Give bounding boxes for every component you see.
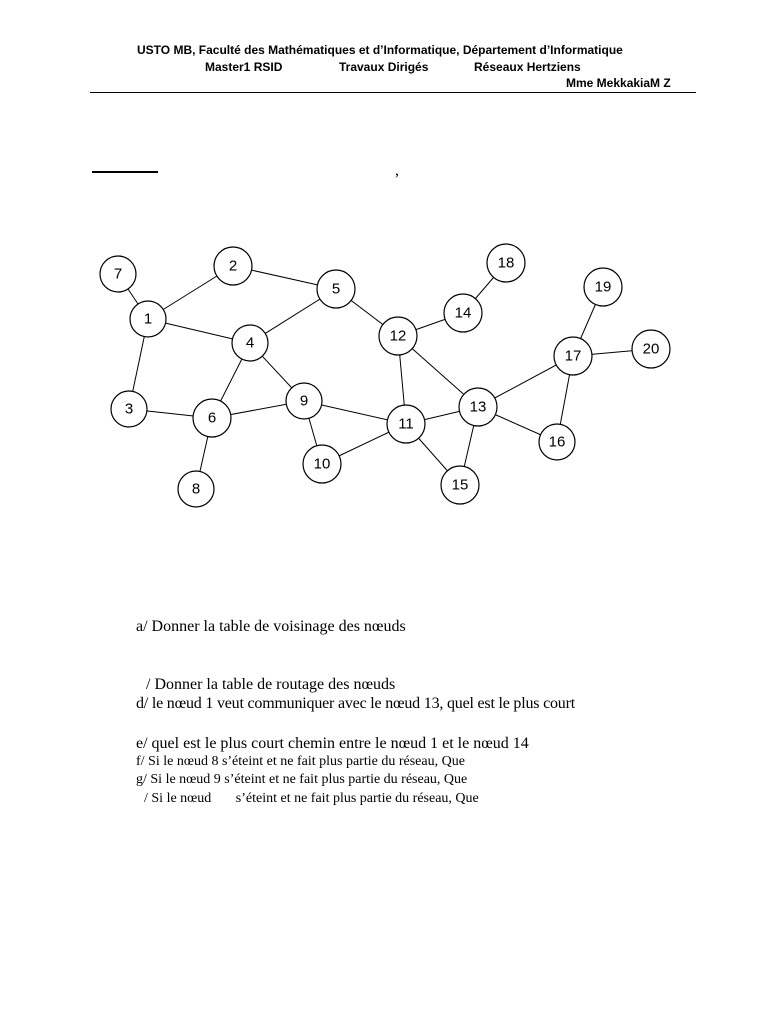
question-a: a/ Donner la table de voisinage des nœuds xyxy=(136,618,406,635)
graph-node-label: 11 xyxy=(398,415,414,433)
graph-node-11 xyxy=(387,405,425,443)
graph-node-label: 4 xyxy=(245,334,255,352)
graph-node-label: 1 xyxy=(143,310,153,328)
graph-node-15 xyxy=(441,466,479,504)
question-d: d/ le nœud 1 veut communiquer avec le nœud 13, quel est le plus court xyxy=(136,695,575,712)
graph-node-19 xyxy=(584,268,622,306)
header-course: Master1 RSID xyxy=(205,60,283,74)
graph-node-4 xyxy=(232,325,268,361)
graph-node-label: 5 xyxy=(331,280,341,298)
graph-node-3 xyxy=(111,391,147,427)
graph-node-label: 9 xyxy=(299,392,309,410)
header-institution: USTO MB, Faculté des Mathématiques et d’Informatique, Département d’Informatique xyxy=(137,43,623,57)
graph-node-label: 15 xyxy=(451,476,469,494)
question-e: e/ quel est le plus court chemin entre le nœud 1 et le nœud 14 xyxy=(136,735,529,752)
graph-node-label: 13 xyxy=(469,398,487,416)
graph-node-13 xyxy=(459,388,497,426)
graph-node-label: 17 xyxy=(564,347,582,365)
graph-node-1 xyxy=(130,301,166,337)
graph-node-20 xyxy=(632,330,670,368)
graph-node-label: 12 xyxy=(389,327,407,345)
question-g: g/ Si le nœud 9 s’éteint et ne fait plus partie du réseau, Que xyxy=(136,772,468,787)
graph-node-7 xyxy=(100,256,136,292)
graph-node-label: 18 xyxy=(497,254,515,272)
graph-node-9 xyxy=(286,383,322,419)
header-type: Travaux Dirigés xyxy=(339,60,429,74)
graph-node-5 xyxy=(317,270,355,308)
question-f: f/ Si le nœud 8 s’éteint et ne fait plus partie du réseau, Que xyxy=(136,754,465,769)
graph-node-label: 14 xyxy=(454,304,472,322)
graph-node-14 xyxy=(444,294,482,332)
graph-node-2 xyxy=(214,247,252,285)
title-comma: , xyxy=(395,162,399,179)
graph-node-label: 6 xyxy=(207,409,217,427)
graph-node-label: 3 xyxy=(124,400,134,418)
graph-node-label: 8 xyxy=(191,480,201,498)
graph-node-18 xyxy=(487,244,525,282)
graph-node-10 xyxy=(303,445,341,483)
question-h: / Si le nœud s’éteint et ne fait plus partie du réseau, Que xyxy=(144,791,479,806)
graph-node-12 xyxy=(379,317,417,355)
graph-node-16 xyxy=(539,424,575,460)
header-teacher: Mme MekkakiaM Z xyxy=(566,76,671,90)
graph-node-17 xyxy=(554,337,592,375)
graph-node-label: 10 xyxy=(313,455,331,473)
graph-node-label: 16 xyxy=(548,433,566,451)
graph-node-label: 20 xyxy=(642,340,660,358)
graph-node-6 xyxy=(193,399,231,437)
question-b: / Donner la table de routage des nœuds xyxy=(146,676,396,693)
header-subject: Réseaux Hertziens xyxy=(474,60,581,74)
graph-node-label: 7 xyxy=(113,265,123,283)
graph-node-8 xyxy=(178,471,214,507)
graph-node-label: 2 xyxy=(228,257,238,275)
graph-node-label: 19 xyxy=(594,278,612,296)
